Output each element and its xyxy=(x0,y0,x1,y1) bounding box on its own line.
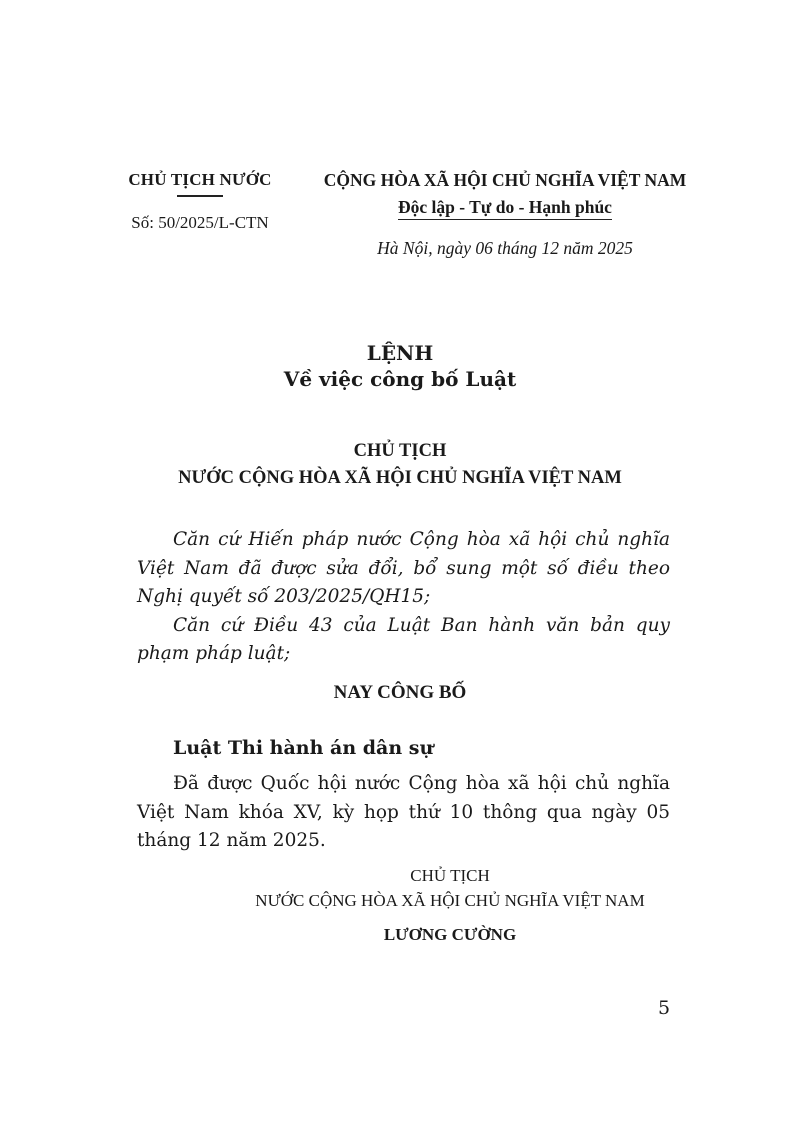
law-name: Luật Thi hành án dân sự xyxy=(173,737,434,759)
document-number: Số: 50/2025/L-CTN xyxy=(131,212,269,232)
nation-name: CỘNG HÒA XÃ HỘI CHỦ NGHĨA VIỆT NAM xyxy=(323,170,687,190)
preamble-clause: Căn cứ Điều 43 của Luật Ban hành văn bản quy phạm pháp luật; xyxy=(137,614,670,664)
issuer-block xyxy=(105,170,295,233)
document-subject: Về việc công bố Luật xyxy=(283,367,517,391)
document-title xyxy=(100,340,700,392)
national-header xyxy=(305,170,705,259)
document-type: LỆNH xyxy=(366,341,434,365)
signature-block xyxy=(200,866,700,945)
proclamation-heading: NAY CÔNG BỐ xyxy=(333,682,467,703)
authority-line-1: CHỦ TỊCH xyxy=(353,441,447,461)
issuer-name: CHỦ TỊCH NƯỚC xyxy=(128,170,272,189)
authority-line-2: NƯỚC CỘNG HÒA XÃ HỘI CHỦ NGHĨA VIỆT NAM xyxy=(178,468,622,488)
authority-heading xyxy=(100,438,700,492)
issuer-underline xyxy=(177,195,223,197)
page-number: 5 xyxy=(658,997,671,1019)
signer-title-2: NƯỚC CỘNG HÒA XÃ HỘI CHỦ NGHĨA VIỆT NAM xyxy=(255,891,645,910)
signer-name: LƯƠNG CƯỜNG xyxy=(383,925,517,944)
adoption-paragraph xyxy=(137,770,670,856)
preamble xyxy=(137,526,670,669)
adoption-text: Đã được Quốc hội nước Cộng hòa xã hội chủ nghĩa Việt Nam khóa XV, kỳ họp thứ 10 thông qua ngày 05 tháng 12 năm 2025. xyxy=(137,773,670,851)
signer-title-1: CHỦ TỊCH xyxy=(410,866,490,885)
place-date: Hà Nội, ngày 06 tháng 12 năm 2025 xyxy=(377,238,633,258)
preamble-clause: Căn cứ Hiến pháp nước Cộng hòa xã hội chủ nghĩa Việt Nam đã được sửa đổi, bổ sung một số điều theo Nghị quyết số 203/2025/QH15; xyxy=(137,529,670,607)
national-motto: Độc lập - Tự do - Hạnh phúc xyxy=(398,197,612,220)
